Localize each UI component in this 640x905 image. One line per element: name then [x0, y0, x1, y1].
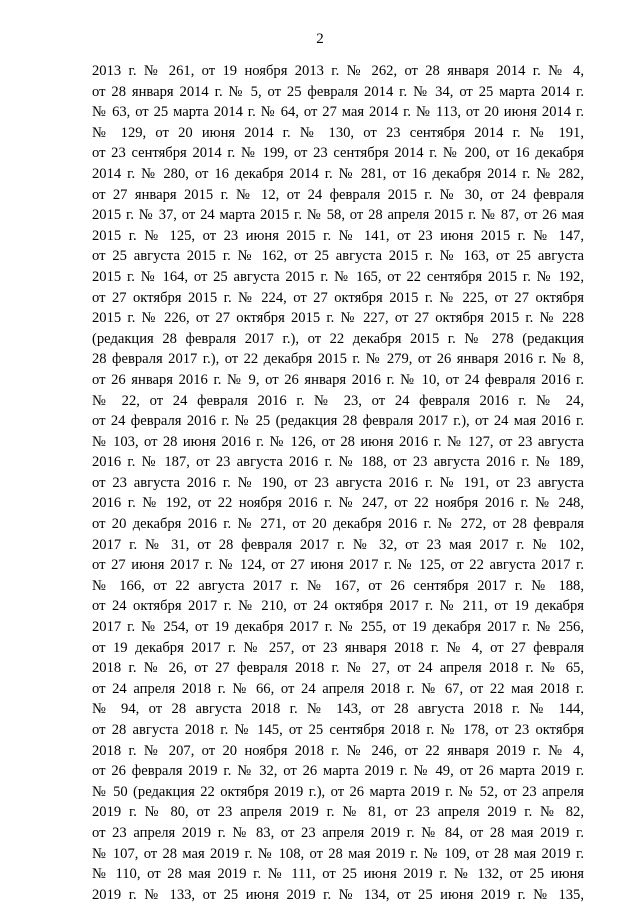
text-line: от 23 апреля 2019 г. № 83, от 23 апреля 2019 г. № 84, от 28 мая 2019 г.: [92, 824, 584, 841]
text-line: от 24 октября 2017 г. № 210, от 24 октября 2017 г. № 211, от 19 декабря: [92, 598, 584, 615]
text-line: от 27 июня 2017 г. № 124, от 27 июня 2017 г. № 125, от 22 августа 2017 г.: [92, 557, 584, 574]
text-line: от 26 февраля 2019 г. № 32, от 26 марта 2019 г. № 49, от 26 марта 2019 г.: [92, 763, 584, 780]
text-line: от 25 августа 2015 г. № 162, от 25 августа 2015 г. № 163, от 25 августа: [92, 248, 584, 265]
text-line: 2015 г. № 164, от 25 августа 2015 г. № 165, от 22 сентября 2015 г. № 192,: [92, 268, 584, 285]
text-line: 2016 г. № 192, от 22 ноября 2016 г. № 247, от 22 ноября 2016 г. № 248,: [92, 495, 584, 512]
text-line: 2014 г. № 280, от 16 декабря 2014 г. № 281, от 16 декабря 2014 г. № 282,: [92, 165, 584, 182]
text-line: № 63, от 25 марта 2014 г. № 64, от 27 мая 2014 г. № 113, от 20 июня 2014 г.: [92, 104, 584, 121]
text-line: от 26 января 2016 г. № 9, от 26 января 2016 г. № 10, от 24 февраля 2016 г.: [92, 371, 584, 388]
text-line: 2019 г. № 80, от 23 апреля 2019 г. № 81, от 23 апреля 2019 г. № 82,: [92, 804, 584, 821]
text-line: № 50 (редакция 22 октября 2019 г.), от 26 марта 2019 г. № 52, от 23 апреля: [92, 783, 584, 800]
text-line: 2015 г. № 226, от 27 октября 2015 г. № 227, от 27 октября 2015 г. № 228: [92, 310, 584, 327]
text-line: № 129, от 20 июня 2014 г. № 130, от 23 сентября 2014 г. № 191,: [92, 124, 584, 141]
text-line: 2016 г. № 187, от 23 августа 2016 г. № 188, от 23 августа 2016 г. № 189,: [92, 454, 584, 471]
text-line: от 23 августа 2016 г. № 190, от 23 августа 2016 г. № 191, от 23 августа: [92, 474, 584, 491]
text-line: 28 февраля 2017 г.), от 22 декабря 2015 г. № 279, от 26 января 2016 г. № 8,: [92, 351, 584, 368]
text-line: 2017 г. № 31, от 28 февраля 2017 г. № 32, от 23 мая 2017 г. № 102,: [92, 536, 584, 553]
text-line: от 27 января 2015 г. № 12, от 24 февраля 2015 г. № 30, от 24 февраля: [92, 186, 584, 203]
text-line: от 23 сентября 2014 г. № 199, от 23 сентября 2014 г. № 200, от 16 декабря: [92, 145, 584, 162]
text-line: 2015 г. № 125, от 23 июня 2015 г. № 141, от 23 июня 2015 г. № 147,: [92, 227, 584, 244]
text-line: от 28 января 2014 г. № 5, от 25 февраля 2014 г. № 34, от 25 марта 2014 г.: [92, 83, 584, 100]
text-line: от 19 декабря 2017 г. № 257, от 23 января 2018 г. № 4, от 27 февраля: [92, 639, 584, 656]
text-line: от 27 октября 2015 г. № 224, от 27 октября 2015 г. № 225, от 27 октября: [92, 289, 584, 306]
text-line: от 20 декабря 2016 г. № 271, от 20 декабря 2016 г. № 272, от 28 февраля: [92, 516, 584, 533]
text-line: от 24 апреля 2018 г. № 66, от 24 апреля 2018 г. № 67, от 22 мая 2018 г.: [92, 680, 584, 697]
text-line: № 166, от 22 августа 2017 г. № 167, от 26 сентября 2017 г. № 188,: [92, 577, 584, 594]
text-line: 2018 г. № 207, от 20 ноября 2018 г. № 246, от 22 января 2019 г. № 4,: [92, 742, 584, 759]
text-line: № 103, от 28 июня 2016 г. № 126, от 28 июня 2016 г. № 127, от 23 августа: [92, 433, 584, 450]
text-line: 2015 г. № 37, от 24 марта 2015 г. № 58, от 28 апреля 2015 г. № 87, от 26 мая: [92, 207, 584, 224]
text-line: № 107, от 28 мая 2019 г. № 108, от 28 мая 2019 г. № 109, от 28 мая 2019 г.: [92, 845, 584, 862]
text-line: 2017 г. № 254, от 19 декабря 2017 г. № 255, от 19 декабря 2017 г. № 256,: [92, 619, 584, 636]
text-line: 2013 г. № 261, от 19 ноября 2013 г. № 262, от 28 января 2014 г. № 4,: [92, 63, 584, 79]
text-line: № 110, от 28 мая 2019 г. № 111, от 25 июня 2019 г. № 132, от 25 июня: [92, 866, 584, 883]
page-number: 2: [316, 31, 324, 47]
text-line: 2019 г. № 133, от 25 июня 2019 г. № 134, от 25 июня 2019 г. № 135,: [92, 886, 584, 903]
text-line: от 28 августа 2018 г. № 145, от 25 сентября 2018 г. № 178, от 23 октября: [92, 722, 584, 738]
text-line: 2018 г. № 26, от 27 февраля 2018 г. № 27, от 24 апреля 2018 г. № 65,: [92, 660, 584, 677]
text-line: от 24 февраля 2016 г. № 25 (редакция 28 февраля 2017 г.), от 24 мая 2016 г.: [92, 413, 584, 430]
text-line: (редакция 28 февраля 2017 г.), от 22 декабря 2015 г. № 278 (редакция: [92, 330, 584, 347]
text-line: № 94, от 28 августа 2018 г. № 143, от 28 августа 2018 г. № 144,: [92, 701, 584, 718]
text-line: № 22, от 24 февраля 2016 г. № 23, от 24 февраля 2016 г. № 24,: [92, 392, 584, 409]
body-text: [92, 61, 584, 905]
